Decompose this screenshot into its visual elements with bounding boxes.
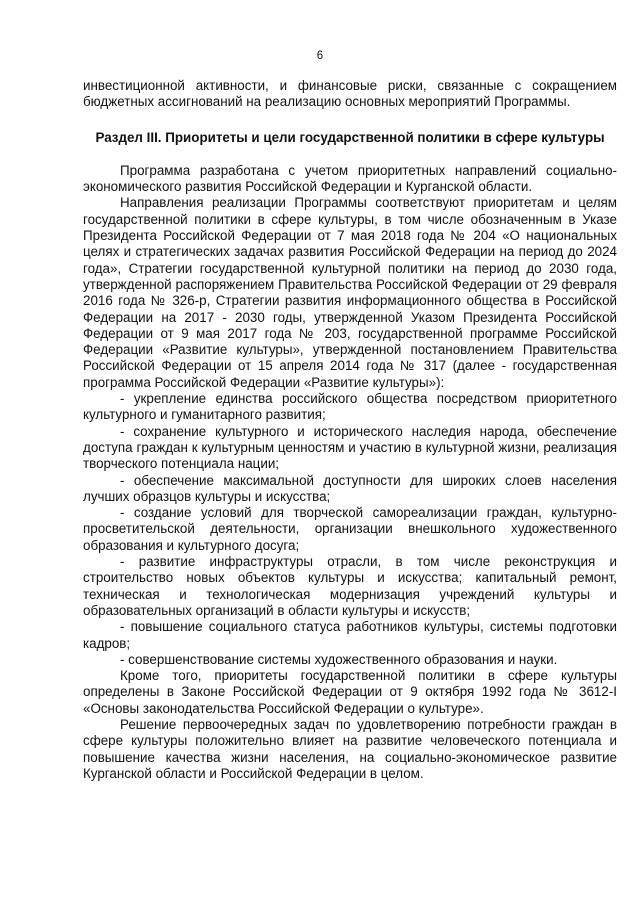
list-item: - сохранение культурного и исторического наследия народа, обеспечение доступа граждан к культурным ценностям и участию в культурной жизни, реализация творческого потенциала нации; <box>83 423 617 472</box>
list-item: - развитие инфраструктуры отрасли, в том числе реконструкция и строительство новых объектов культуры и искусства; капитальный ремонт, техническая и технологическая модернизация учреждений культуры и образовательных организаций в области культуры и искусств; <box>83 554 617 618</box>
document-body <box>83 78 617 782</box>
section-heading: Раздел III. Приоритеты и цели государственной политики в сфере культуры <box>95 129 605 145</box>
list-item: - обеспечение максимальной доступности для широких слоев населения лучших образцов культуры и искусства; <box>83 472 617 504</box>
paragraph-law-priorities: Кроме того, приоритеты государственной политики в сфере культуры определены в Законе Российской Федерации от 9 октября 1992 года № 3612-I «Основы законодательства Российской Федерации о культуре». <box>83 668 617 716</box>
paragraph-directions: Направления реализации Программы соответствуют приоритетам и целям государственной политики в сфере культуры, в том числе обозначенным в Указе Президента Российской Федерации от 7 мая 2018 года № 204 «О национальных целях и стратегических задачах развития Российской Федерации на период до 2024 года», Стратегии государственной культурной политики на период до 2030 года, утвержденной распоряжением Правительства Российской Федерации от 29 февраля 2016 года № 326-р, Стратегии развития информационного общества в Российской Федерации на 2017 - 2030 годы, утвержденной Указом Президента Российской Федерации от 9 мая 2017 года № 203, государственной программе Российской Федерации «Развитие культуры», утвержденной постановлением Правительства Российской Федерации от 15 апреля 2014 года № 317 (далее - государственная программа Российской Федерации «Развитие культуры»): <box>83 195 617 390</box>
paragraph-program-basis: Программа разработана с учетом приоритетных направлений социально-экономического развития Российской Федерации и Курганской области. <box>83 162 617 195</box>
page-number: 6 <box>316 50 324 62</box>
list-item: - укрепление единства российского общества посредством приоритетного культурного и гуманитарного развития; <box>83 391 617 423</box>
list-item: - создание условий для творческой самореализации граждан, культурно-просветительской деятельности, организации внешкольного художественного образования и культурного досуга; <box>83 505 617 553</box>
continued-paragraph: инвестиционной активности, и финансовые риски, связанные с сокращением бюджетных ассигнований на реализацию основных мероприятий Программы. <box>83 78 617 110</box>
list-item: - совершенствование системы художественного образования и науки. <box>120 651 558 667</box>
paragraph-conclusion: Решение первоочередных задач по удовлетворению потребности граждан в сфере культуры положительно влияет на развитие человеческого потенциала и повышение качества жизни населения, на социально-экономическое развитие Курганской области и Российской Федерации в целом. <box>83 716 617 781</box>
list-item: - повышение социального статуса работников культуры, системы подготовки кадров; <box>83 619 617 651</box>
